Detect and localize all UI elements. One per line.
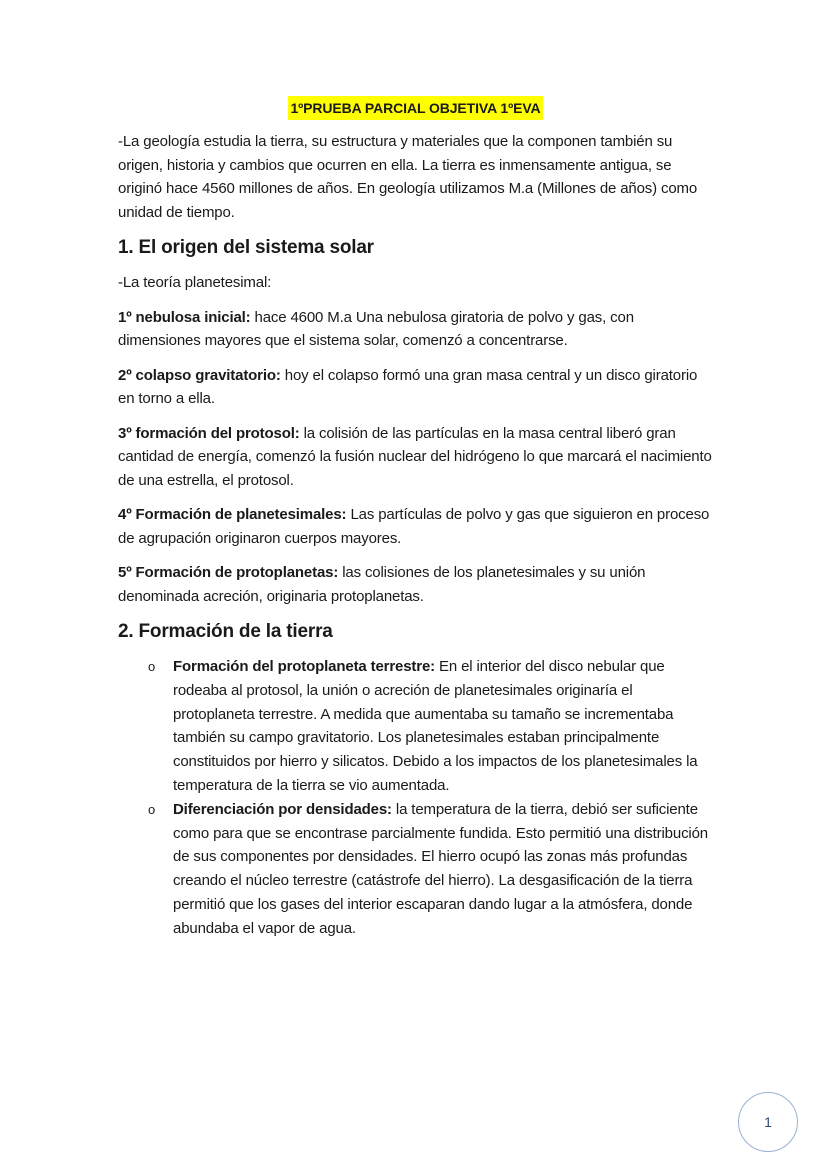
list-item-text: la temperatura de la tierra, debió ser suficiente como para que se encontrase parcialmente fundida. Esto permitió una distribución de sus componentes por densidades. El hierro ocupó las zonas más profundas creando el núcleo terrestre (catástrofe del hierro). La desgasificación de la tierra permitió que los gases del interior escaparan dando lugar a la atmósfera, donde abundaba el vapor de agua. bbox=[173, 800, 708, 937]
step-5-text: las colisiones de los planetesimales y su unión denominada acreción, originaria protoplanetas. bbox=[118, 564, 646, 605]
bullet-icon: o bbox=[148, 659, 156, 674]
step-5-paragraph bbox=[118, 561, 713, 608]
step-3-text: la colisión de las partículas en la masa central liberó gran cantidad de energía, comenzó la fusión nuclear del hidrógeno lo que marcará el nacimiento de una estrella, el protosol. bbox=[118, 424, 712, 489]
section-2-heading: 2. Formación de la tierra bbox=[118, 621, 333, 642]
section-1-heading: 1. El origen del sistema solar bbox=[118, 237, 374, 258]
document-title: 1ºPRUEBA PARCIAL OBJETIVA 1ºEVA bbox=[288, 96, 542, 120]
step-4-term: 4º Formación de planetesimales: bbox=[118, 506, 347, 523]
list-item bbox=[148, 655, 713, 798]
step-5-term: 5º Formación de protoplanetas: bbox=[118, 564, 339, 581]
step-2-paragraph bbox=[118, 364, 713, 411]
section-2-list bbox=[118, 655, 713, 941]
list-item-text: En el interior del disco nebular que rodeaba al protosol, la unión o acreción de planetesimales originaría el protoplaneta terrestre. A medida que aumentaba su tamaño se incrementaba también su campo gravitatorio. Los planetesimales estaban principalmente constituidos por hierro y silicatos. Debido a los impactos de los planetesimales la temperatura de la tierra se vio aumentada. bbox=[173, 658, 698, 794]
step-2-term: 2º colapso gravitatorio: bbox=[118, 366, 281, 384]
step-1-term: 1º nebulosa inicial: bbox=[118, 308, 251, 326]
step-2-text: hoy el colapso formó una gran masa central y un disco giratorio en torno a ella. bbox=[118, 366, 698, 407]
section-1-lead: -La teoría planetesimal: bbox=[118, 274, 272, 291]
step-1-paragraph bbox=[118, 306, 713, 353]
title-wrap bbox=[118, 96, 713, 120]
list-item-term: Formación del protoplaneta terrestre: bbox=[173, 658, 436, 675]
document-page bbox=[118, 96, 713, 941]
step-3-paragraph bbox=[118, 422, 713, 493]
step-3-term: 3º formación del protosol: bbox=[118, 424, 300, 442]
page-number: 1 bbox=[738, 1092, 798, 1152]
list-item bbox=[148, 798, 713, 941]
list-item-term: Diferenciación por densidades: bbox=[173, 800, 392, 818]
step-4-text: Las partículas de polvo y gas que siguieron en proceso de agrupación originaron cuerpos mayores. bbox=[118, 506, 710, 547]
step-1-text: hace 4600 M.a Una nebulosa giratoria de polvo y gas, con dimensiones mayores que el sistema solar, comenzó a concentrarse. bbox=[118, 308, 634, 349]
step-4-paragraph bbox=[118, 503, 713, 550]
bullet-icon: o bbox=[148, 801, 156, 817]
intro-paragraph: -La geología estudia la tierra, su estructura y materiales que la componen también su origen, historia y cambios que ocurren en ella. La tierra es inmensamente antigua, se originó hace 4560 millones de años. En geología utilizamos M.a (Millones de años) como unidad de tiempo. bbox=[118, 133, 698, 221]
